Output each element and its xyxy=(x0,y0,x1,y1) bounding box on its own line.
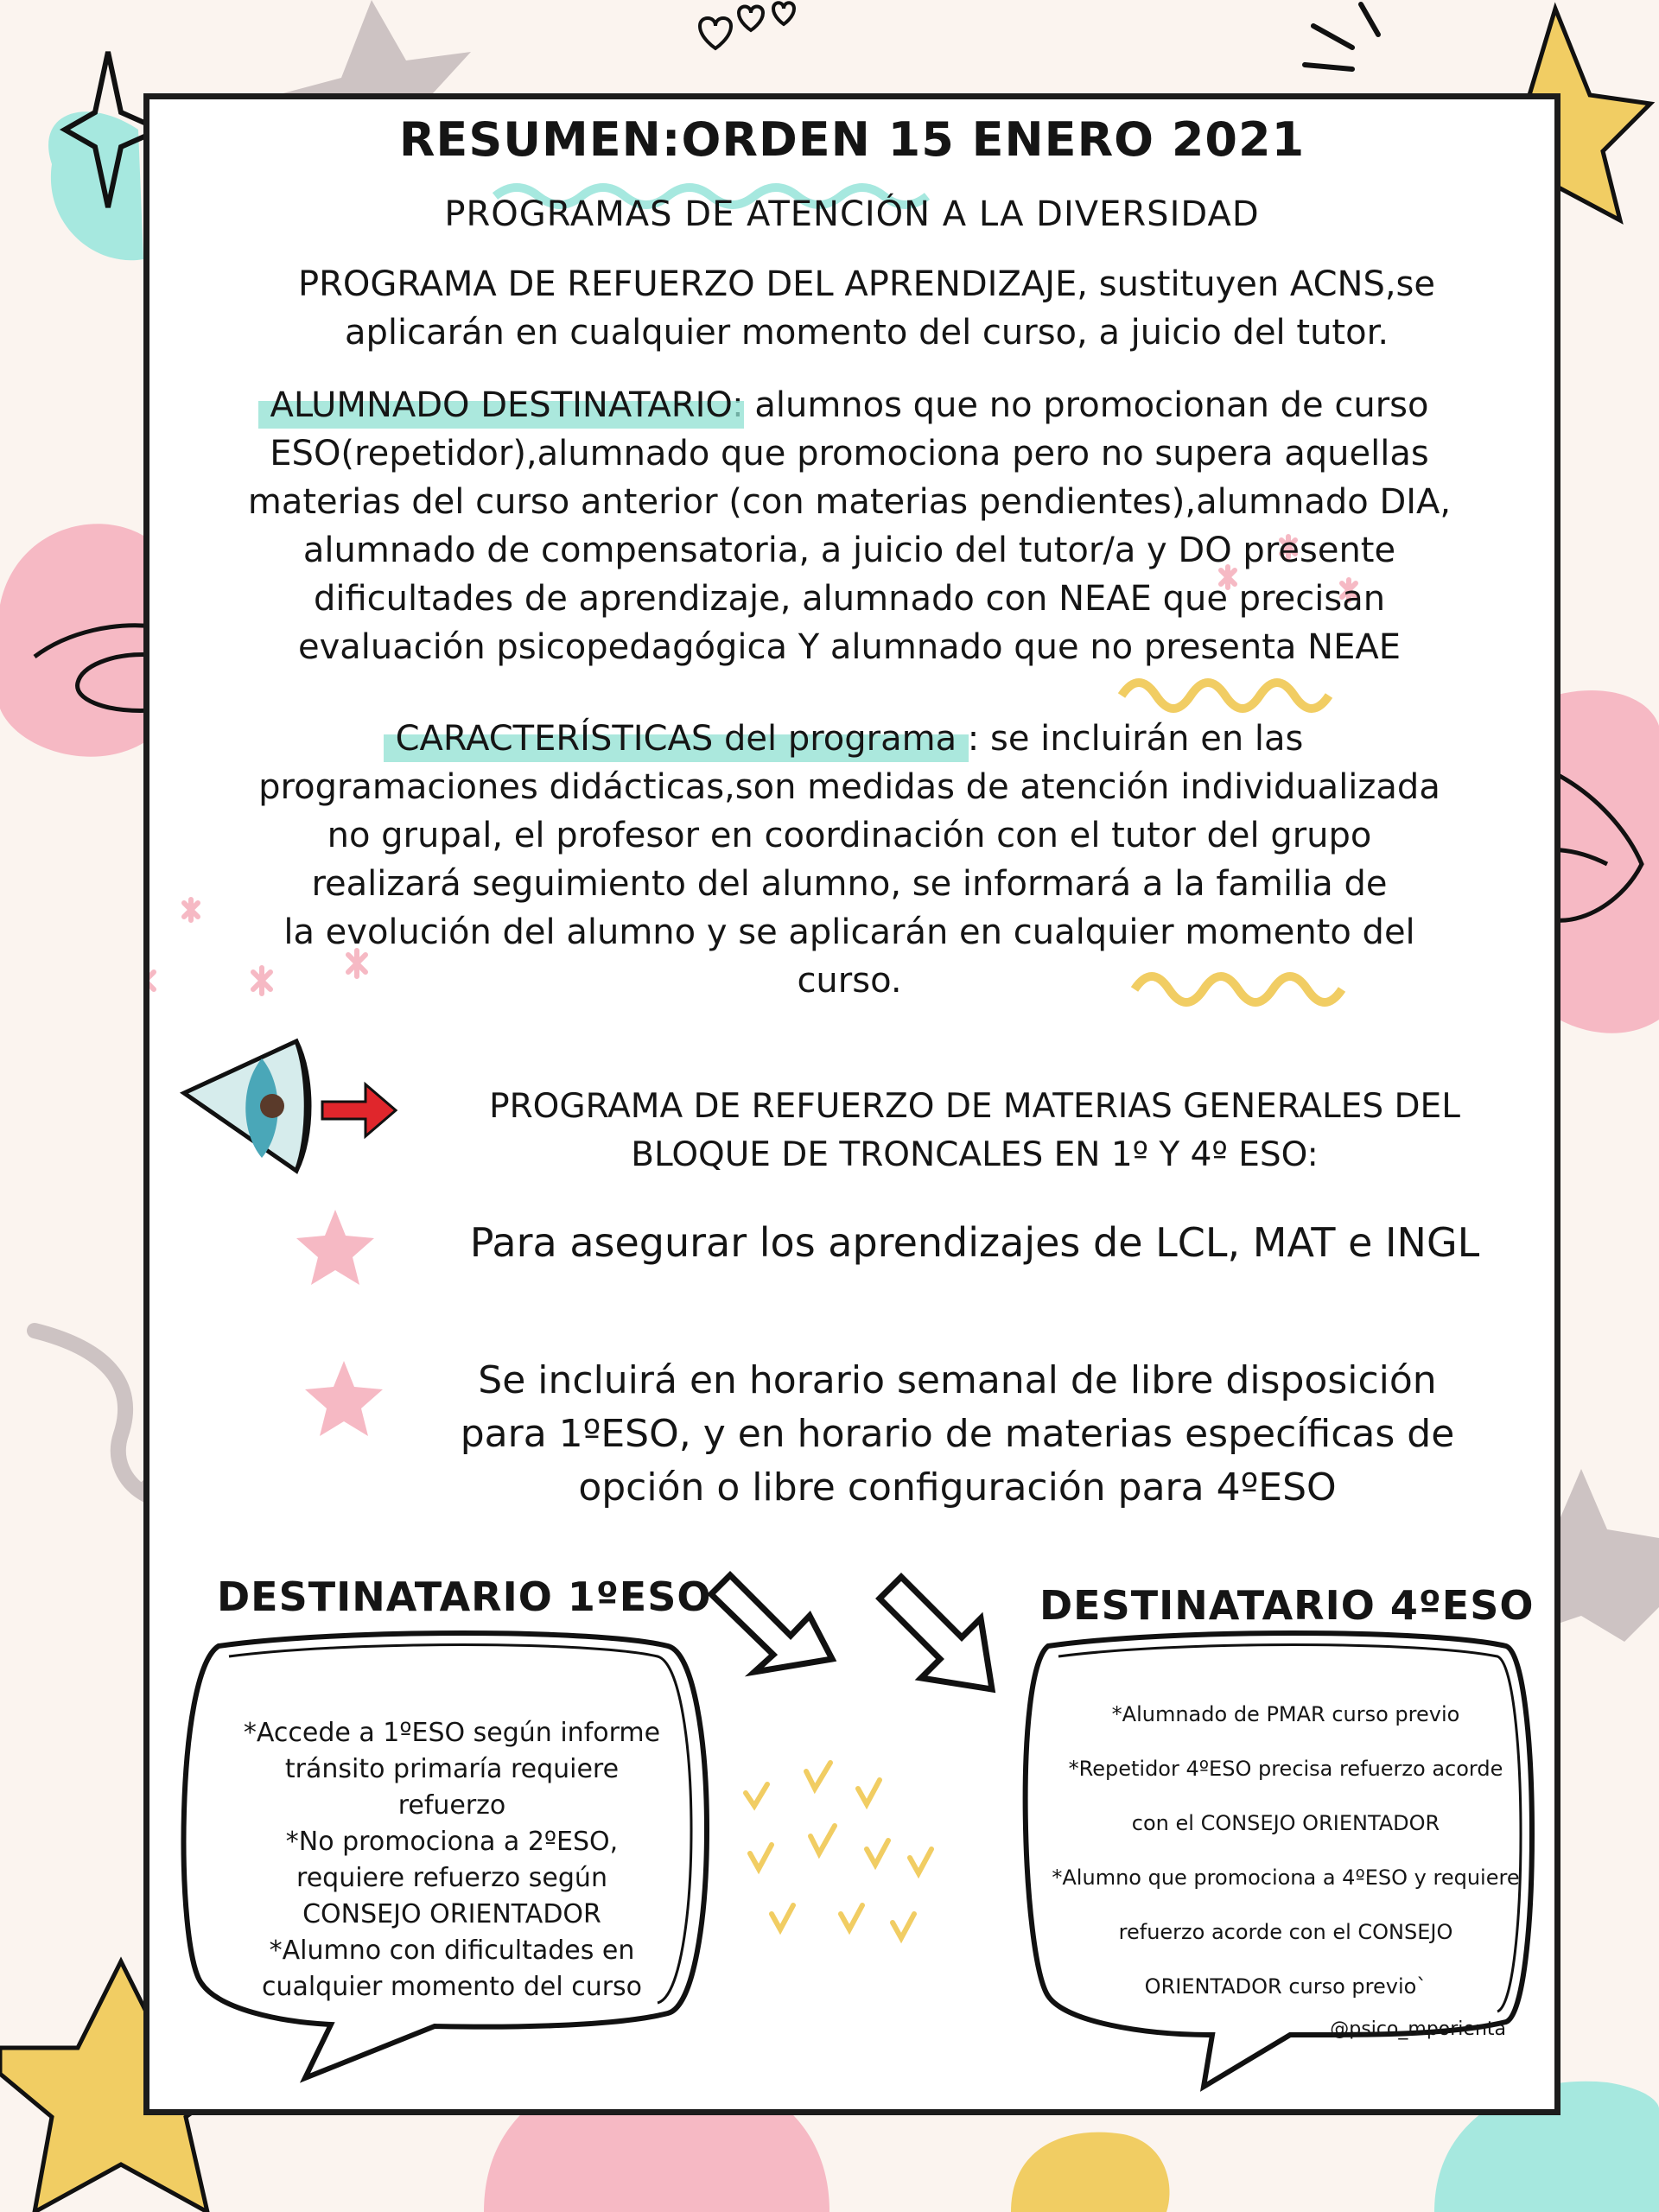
text-line: aplicarán en cualquier momento del curso, a juicio del tutor. xyxy=(344,313,1389,353)
text-line: para 1ºESO, y en horario de materias específicas de xyxy=(460,1412,1455,1456)
text-line: alumnado de compensatoria, a juicio del tutor/a y DO presente xyxy=(302,531,1396,570)
text-line-rest: : se incluirán en las xyxy=(957,719,1304,759)
list-item: *Alumno con dificultades en xyxy=(269,1936,635,1966)
list-item: *Accede a 1ºESO según informe xyxy=(243,1718,661,1748)
page-subtitle: PROGRAMAS DE ATENCIÓN A LA DIVERSIDAD xyxy=(444,194,1260,234)
pink-star-bullet-icon-2 xyxy=(305,1361,383,1436)
mint-blob-decoration xyxy=(48,111,143,260)
caracteristicas-label: CARACTERÍSTICAS del programa xyxy=(395,719,957,759)
list-item: tránsito primaría requiere xyxy=(284,1754,620,1784)
alumnado-destinatario-text xyxy=(175,381,1523,671)
list-item: *Alumno que promociona a 4ºESO y requiere xyxy=(1052,1866,1520,1890)
text-line: opción o libre configuración para 4ºESO xyxy=(578,1465,1337,1510)
text-line: BLOQUE DE TRONCALES EN 1º Y 4º ESO: xyxy=(631,1135,1319,1174)
text-line: realizará seguimiento del alumno, se informará a la familia de xyxy=(311,864,1388,904)
hearts-decoration xyxy=(700,3,794,48)
author-credit: @psico_mporienta xyxy=(1330,2018,1506,2040)
yellow-blob-decoration xyxy=(1011,2133,1169,2212)
list-item: cualquier momento del curso xyxy=(261,1972,643,2002)
text-line: curso. xyxy=(797,961,902,1001)
text-line-rest: : alumnos que no promocionan de curso xyxy=(732,385,1429,425)
list-item: refuerzo xyxy=(397,1790,506,1821)
text-line: PROGRAMA DE REFUERZO DEL APRENDIZAJE, sustituyen ACNS,se xyxy=(297,264,1435,304)
yellow-checks-decoration xyxy=(746,1763,931,1938)
destinatario-1-list xyxy=(210,1715,694,2005)
text-line xyxy=(175,715,1523,763)
red-arrow-icon xyxy=(322,1084,396,1136)
caracteristicas-text xyxy=(175,715,1523,1005)
destinatario-1-title: DESTINATARIO 1ºESO xyxy=(217,1573,712,1620)
text-line: materias del curso anterior (con materias pendientes),alumnado DIA, xyxy=(247,482,1452,522)
list-item: requiere refuerzo según xyxy=(296,1863,607,1893)
text-line: la evolución del alumno y se aplicarán en cualquier momento del xyxy=(283,912,1415,952)
text-line: dificultades de aprendizaje, alumnado con NEAE que precisan xyxy=(313,579,1386,619)
list-item: CONSEJO ORIENTADOR xyxy=(302,1899,601,1929)
burst-lines-decoration xyxy=(1305,4,1378,69)
arrow-down-left-icon xyxy=(711,1575,832,1672)
text-line: no grupal, el profesor en coordinación con el tutor del grupo xyxy=(327,816,1372,855)
programa-refuerzo-text xyxy=(253,260,1480,357)
arrow-down-right-icon xyxy=(880,1577,992,1689)
list-item: refuerzo acorde con el CONSEJO xyxy=(1118,1920,1453,1944)
summary-card xyxy=(143,93,1560,2115)
list-item: ORIENTADOR curso previo` xyxy=(1144,1974,1427,1999)
troncales-heading xyxy=(400,1083,1549,1179)
alumnado-label: ALUMNADO DESTINATARIO xyxy=(270,385,733,425)
troncales-point-1: Para asegurar los aprendizajes de LCL, MAT e INGL xyxy=(469,1219,1480,1266)
text-line: PROGRAMA DE REFUERZO DE MATERIAS GENERALES DEL xyxy=(489,1087,1460,1126)
list-item: con el CONSEJO ORIENTADOR xyxy=(1131,1811,1440,1835)
text-line xyxy=(175,381,1523,429)
text-line: programaciones didácticas,son medidas de atención individualizada xyxy=(258,767,1440,807)
list-item: *Alumnado de PMAR curso previo xyxy=(1111,1702,1460,1726)
pink-star-bullet-icon xyxy=(296,1210,374,1285)
eye-icon xyxy=(184,1041,309,1171)
destinatario-4-title: DESTINATARIO 4ºESO xyxy=(1039,1582,1535,1629)
text-line: evaluación psicopedagógica Y alumnado que no presenta NEAE xyxy=(298,627,1401,667)
yellow-zigzag-decoration xyxy=(1122,683,1329,709)
destinatario-4-list xyxy=(1039,1688,1532,2014)
page-title: RESUMEN:ORDEN 15 ENERO 2021 xyxy=(398,112,1306,167)
list-item: *No promociona a 2ºESO, xyxy=(285,1827,619,1857)
text-line: Se incluirá en horario semanal de libre disposición xyxy=(478,1358,1437,1402)
text-line: ESO(repetidor),alumnado que promociona pero no supera aquellas xyxy=(270,434,1429,474)
troncales-point-2 xyxy=(383,1354,1532,1515)
list-item: *Repetidor 4ºESO precisa refuerzo acorde xyxy=(1068,1757,1503,1781)
